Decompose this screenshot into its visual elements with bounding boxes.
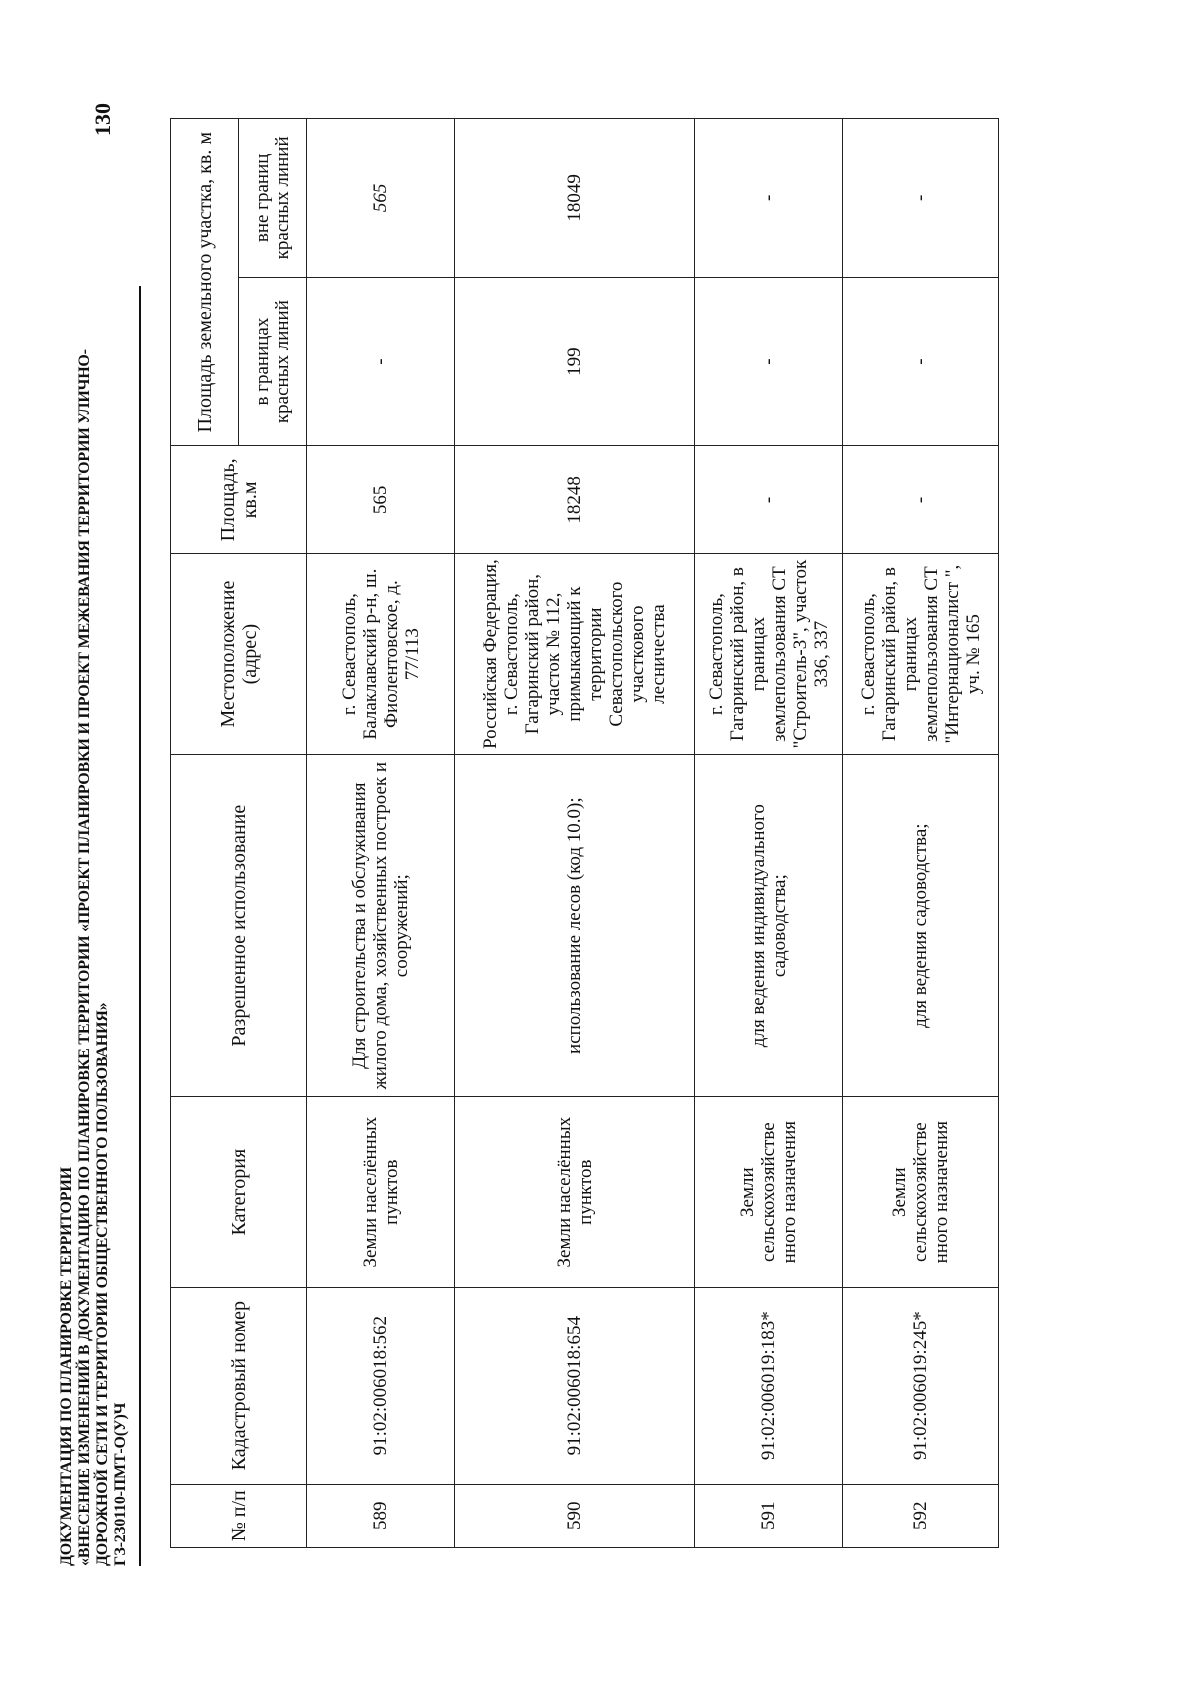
header-line: «ВНЕСЕНИЕ ИЗМЕНЕНИЙ В ДОКУМЕНТАЦИЮ ПО ПЛАНИРОВКЕ ТЕРРИТОРИИ «ПРОЕКТ ПЛАНИРОВКИ И ПРОЕКТ МЕЖЕВАНИЯ ТЕРРИТОРИИ УЛИЧНО- — [76, 349, 93, 1566]
cell-use: для ведения садоводства; — [843, 754, 999, 1097]
table-row — [307, 119, 455, 1548]
cell-location: Российская Федерация, г. Севастополь, Гагаринский район, участок № 112, примыкающий к территории Севастопольского участкового лесничества — [455, 554, 695, 755]
cell-num: 591 — [695, 1484, 843, 1547]
cell-cadastral: 91:02:006019:245* — [843, 1287, 999, 1484]
cell-category: Земли населённых пунктов — [455, 1097, 695, 1287]
col-header-category: Категория — [171, 1097, 307, 1287]
cell-inside: - — [307, 277, 455, 446]
cell-use: использование лесов (код 10.0); — [455, 754, 695, 1097]
col-header-area: Площадь, кв.м — [171, 446, 307, 554]
cell-area: 18248 — [455, 446, 695, 554]
table-row — [843, 119, 999, 1548]
cell-inside: 199 — [455, 277, 695, 446]
cell-cadastral: 91:02:006018:562 — [307, 1287, 455, 1484]
land-plot-table — [170, 118, 999, 1548]
col-header-cadastral: Кадастровый номер — [171, 1287, 307, 1484]
cell-inside: - — [695, 277, 843, 446]
cell-outside: 565 — [307, 119, 455, 278]
table-row — [695, 119, 843, 1548]
col-header-inside: в границах красных линий — [239, 277, 307, 446]
header-rule — [139, 286, 141, 1566]
cell-inside: - — [843, 277, 999, 446]
page-number: 130 — [90, 103, 115, 136]
cell-use: Для строительства и обслуживания жилого дома, хозяйственных построек и сооружений; — [307, 754, 455, 1097]
cell-num: 592 — [843, 1484, 999, 1547]
cell-outside: - — [695, 119, 843, 278]
cell-cadastral: 91:02:006019:183* — [695, 1287, 843, 1484]
col-header-num: № п/п — [171, 1484, 307, 1547]
cell-use: для ведения индивидуального садоводства; — [695, 754, 843, 1097]
cell-cadastral: 91:02:006018:654 — [455, 1287, 695, 1484]
cell-outside: - — [843, 119, 999, 278]
col-header-plot-area: Площадь земельного участка, кв. м — [171, 119, 239, 446]
cell-location: г. Севастополь, Балаклавский р-н, ш. Фиолентовское, д. 77/113 — [307, 554, 455, 755]
cell-num: 590 — [455, 1484, 695, 1547]
cell-num: 589 — [307, 1484, 455, 1547]
table-row — [455, 119, 695, 1548]
cell-location: г. Севастополь, Гагаринский район, в границах землепользования СТ "Интернационалист ", уч. № 165 — [843, 554, 999, 755]
col-header-use: Разрешенное использование — [171, 754, 307, 1097]
header-line: ДОРОЖНОЙ СЕТИ И ТЕРРИТОРИИ ОБЩЕСТВЕННОГО ПОЛЬЗОВАНИЯ» — [94, 1002, 111, 1566]
cell-category: Земли населённых пунктов — [307, 1097, 455, 1287]
document-header — [58, 349, 130, 1566]
header-line: ДОКУМЕНТАЦИЯ ПО ПЛАНИРОВКЕ ТЕРРИТОРИИ — [58, 1167, 75, 1566]
cell-location: г. Севастополь, Гагаринский район, в границах землепользования СТ "Строитель-3", участок 336, 337 — [695, 554, 843, 755]
cell-category: Земли сельскохозяйстве нного назначения — [843, 1097, 999, 1287]
header-line: ГЗ-230110-ПМТ-О(У)Ч — [112, 1402, 129, 1566]
cell-area: - — [843, 446, 999, 554]
cell-outside: 18049 — [455, 119, 695, 278]
cell-area: 565 — [307, 446, 455, 554]
col-header-location: Местоположение (адрес) — [171, 554, 307, 755]
cell-area: - — [695, 446, 843, 554]
col-header-outside: вне границ красных линий — [239, 119, 307, 278]
cell-category: Земли сельскохозяйстве нного назначения — [695, 1097, 843, 1287]
